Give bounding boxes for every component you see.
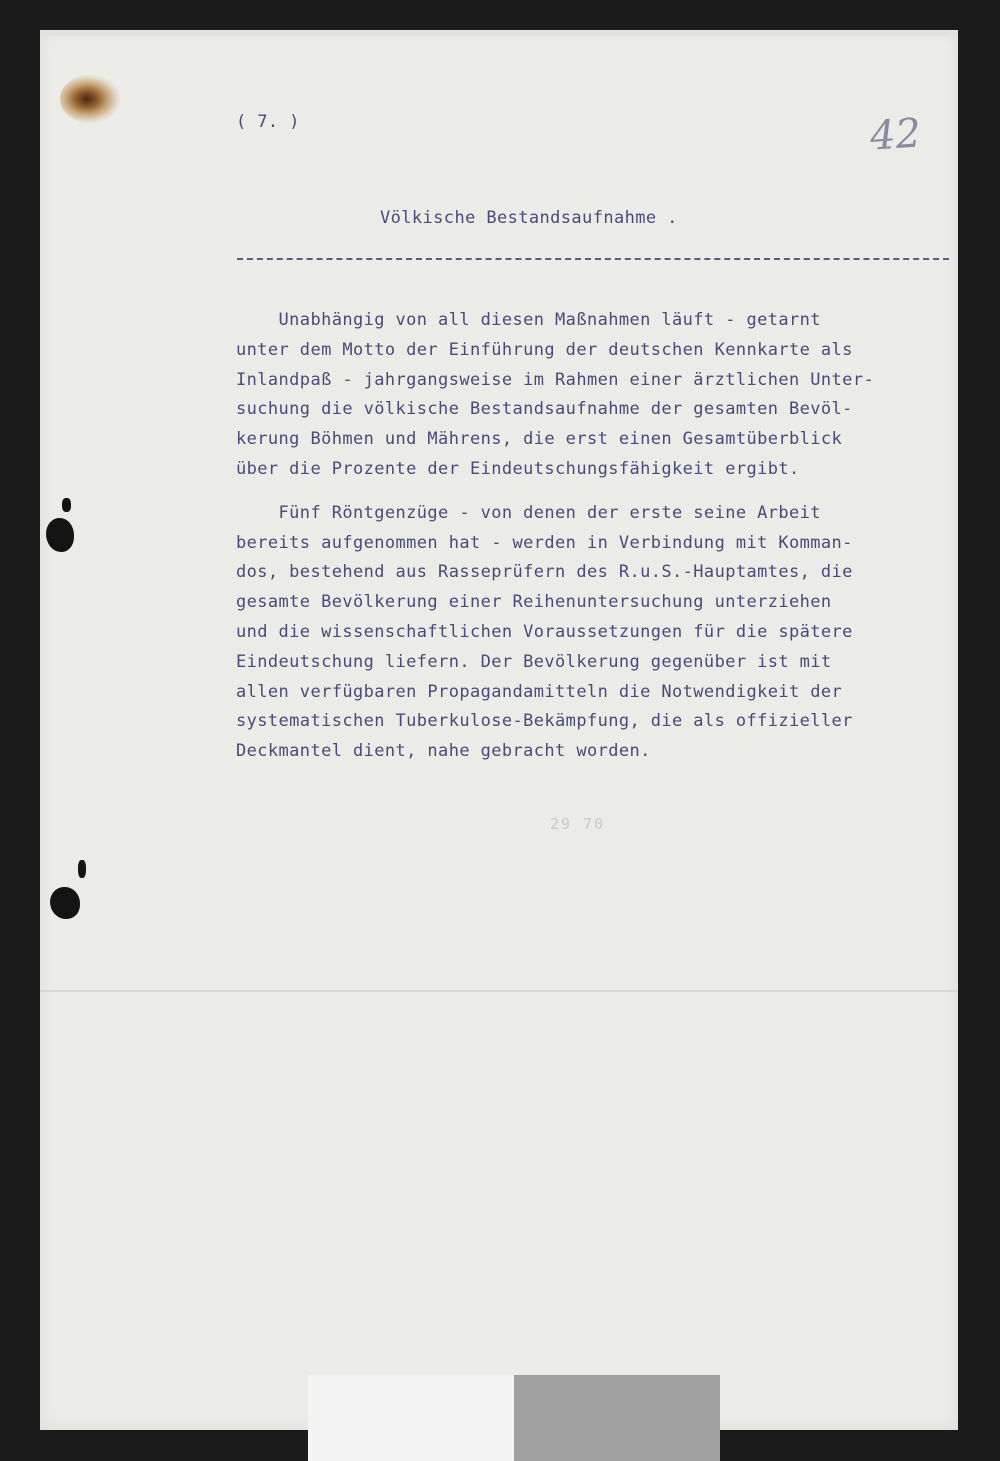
text-line: Fünf Röntgenzüge - von denen der erste seine Arbeit: [236, 502, 821, 523]
document-body: [236, 306, 956, 781]
text-line: über die Prozente der Eindeutschungsfähigkeit ergibt.: [236, 458, 800, 479]
text-line: systematischen Tuberkulose-Bekämpfung, die als offizieller: [236, 711, 853, 732]
paragraph-1: [236, 306, 956, 485]
page-number: ( 7. ): [236, 112, 300, 132]
document-title: Völkische Bestandsaufnahme .: [380, 208, 678, 228]
paragraph-2: [236, 499, 956, 767]
text-line: suchung die völkische Bestandsaufnahme der gesamten Bevöl-: [236, 399, 853, 420]
text-line: gesamte Bevölkerung einer Reihenuntersuchung unterziehen: [236, 592, 832, 613]
text-line: Inlandpaß - jahrgangsweise im Rahmen einer ärztlichen Unter-: [236, 369, 875, 390]
punch-hole-upper: [46, 518, 74, 552]
grey-swatch: [514, 1375, 720, 1461]
text-line: Unabhängig von all diesen Maßnahmen läuft - getarnt: [236, 310, 821, 330]
document-page: [40, 30, 958, 1430]
faint-bleedthrough-mark: 29 70: [550, 815, 606, 833]
burn-mark: [60, 75, 120, 123]
handwritten-folio-number: 42: [868, 110, 923, 160]
text-line: kerung Böhmen und Mährens, die erst einen Gesamtüberblick: [236, 429, 843, 450]
text-line: und die wissenschaftlichen Voraussetzungen für die spätere: [236, 621, 853, 642]
text-line: bereits aufgenommen hat - werden in Verbindung mit Komman-: [236, 532, 853, 553]
punch-hole-lower: [50, 887, 80, 919]
title-underline-rule: [237, 258, 949, 260]
text-line: unter dem Motto der Einführung der deutschen Kennkarte als: [236, 339, 853, 360]
text-line: Eindeutschung liefern. Der Bevölkerung gegenüber ist mit: [236, 651, 832, 672]
text-line: allen verfügbaren Propagandamitteln die Notwendigkeit der: [236, 681, 843, 702]
text-line: Deckmantel dient, nahe gebracht worden.: [236, 741, 651, 762]
scan-calibration-strip: [308, 1375, 720, 1461]
text-line: dos, bestehend aus Rasseprüfern des R.u.S.-Hauptamtes, die: [236, 562, 853, 583]
white-swatch: [308, 1375, 514, 1461]
paper-fold-crease: [40, 990, 958, 992]
page-edge: [40, 30, 958, 36]
punch-hole-lower-tear: [78, 860, 86, 878]
punch-hole-upper-tear: [62, 498, 71, 512]
